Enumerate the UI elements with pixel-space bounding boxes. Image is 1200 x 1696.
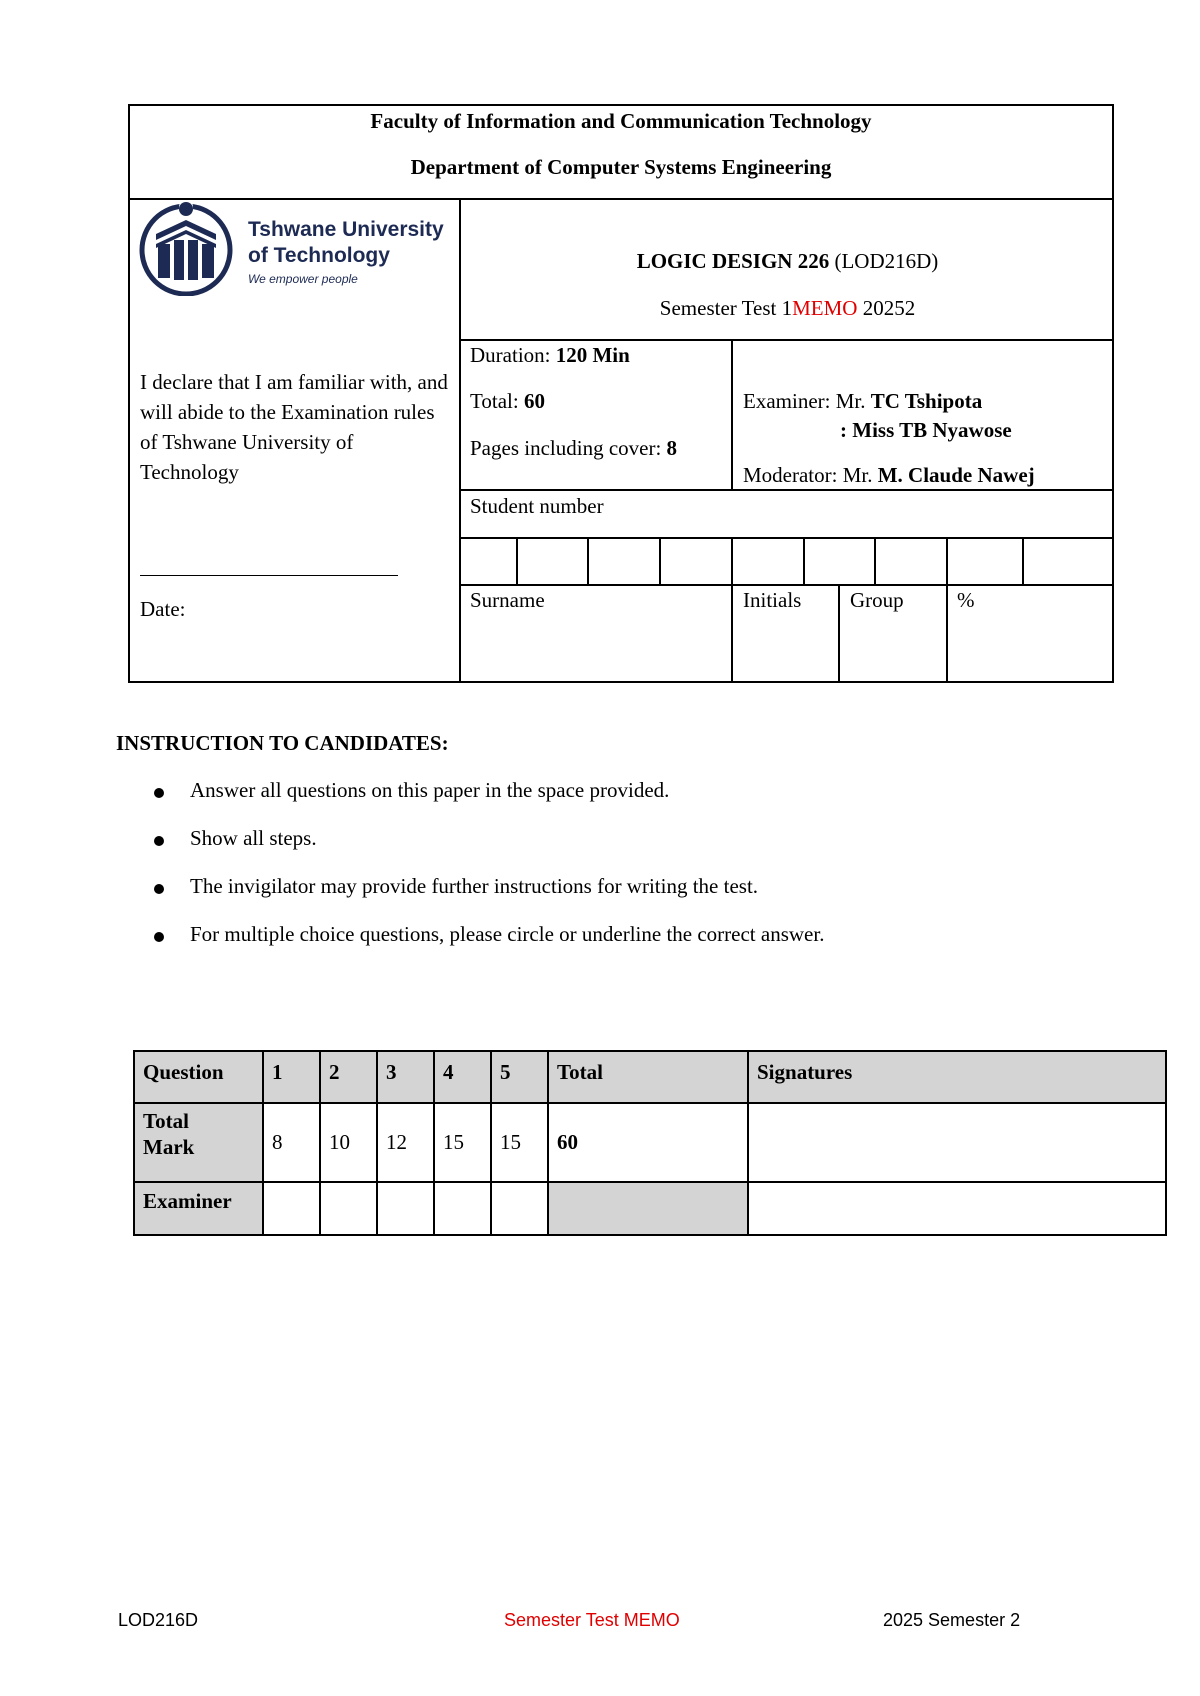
examiner-label: Examiner: Mr. bbox=[743, 389, 871, 413]
header-question: Question bbox=[134, 1051, 263, 1103]
header-q2: 2 bbox=[320, 1051, 377, 1103]
student-number-cell-divider bbox=[946, 537, 948, 584]
header-q4: 4 bbox=[434, 1051, 491, 1103]
list-item bbox=[150, 778, 1050, 826]
table-row bbox=[134, 1103, 1166, 1182]
footer-left: LOD216D bbox=[118, 1610, 199, 1630]
total-mark-q5: 15 bbox=[491, 1103, 548, 1182]
signature-line bbox=[140, 575, 398, 576]
instruction-text: The invigilator may provide further instructions for writing the test. bbox=[190, 874, 759, 898]
course-title bbox=[461, 249, 1114, 274]
header-signatures: Signatures bbox=[748, 1051, 1166, 1103]
test-title bbox=[461, 296, 1114, 321]
date-label: Date: bbox=[140, 597, 186, 621]
total-mark-label: Total Mark bbox=[134, 1103, 263, 1182]
test-prefix: Semester Test 1 bbox=[659, 296, 793, 320]
total-mark-sum: 60 bbox=[548, 1103, 748, 1182]
surname-divider bbox=[731, 584, 733, 683]
header-q3: 3 bbox=[377, 1051, 434, 1103]
moderator-label: Moderator: Mr. bbox=[743, 463, 878, 487]
footer-center: Semester Test MEMO bbox=[504, 1610, 680, 1630]
examiner-cell-total bbox=[548, 1182, 748, 1235]
student-number-cell-divider bbox=[803, 537, 805, 584]
student-boxes-divider bbox=[459, 584, 1114, 586]
examiner-2: : Miss TB Nyawose bbox=[840, 418, 1012, 442]
examiner-cell-q3[interactable] bbox=[377, 1182, 434, 1235]
pages-value: 8 bbox=[666, 436, 678, 460]
moderator bbox=[743, 463, 1035, 488]
examiner-signature-cell[interactable] bbox=[748, 1182, 1166, 1235]
total-mark-q2: 10 bbox=[320, 1103, 377, 1182]
student-number-cell-divider bbox=[587, 537, 589, 584]
pages-label: Pages including cover: bbox=[470, 436, 667, 460]
logo-name-line2: of Technology bbox=[248, 244, 390, 267]
duration bbox=[470, 343, 630, 368]
logo-tagline: We empower people bbox=[248, 272, 358, 286]
course-name: LOGIC DESIGN 226 bbox=[636, 249, 830, 273]
total bbox=[470, 389, 545, 414]
table-row bbox=[134, 1182, 1166, 1235]
total-label: Total: bbox=[470, 389, 524, 413]
group-divider bbox=[946, 584, 948, 683]
instructions-list bbox=[150, 778, 1050, 970]
total-value: 60 bbox=[523, 389, 545, 413]
duration-value: 120 Min bbox=[555, 343, 630, 367]
student-number-cell-divider bbox=[659, 537, 661, 584]
bullet-icon bbox=[154, 788, 164, 798]
info-column-divider bbox=[731, 339, 733, 489]
course-code: (LOD216D) bbox=[834, 249, 939, 273]
examiner-cell-q2[interactable] bbox=[320, 1182, 377, 1235]
surname-label: Surname bbox=[470, 588, 545, 612]
bullet-icon bbox=[154, 932, 164, 942]
test-suffix: 20252 bbox=[857, 296, 916, 320]
total-mark-q1: 8 bbox=[263, 1103, 320, 1182]
signature-cell[interactable] bbox=[748, 1103, 1166, 1182]
header-q5: 5 bbox=[491, 1051, 548, 1103]
examiner-cell-q5[interactable] bbox=[491, 1182, 548, 1235]
list-item bbox=[150, 874, 1050, 922]
total-mark-q4: 15 bbox=[434, 1103, 491, 1182]
initials-label: Initials bbox=[743, 588, 802, 612]
student-number-label: Student number bbox=[470, 494, 604, 518]
student-number-cell-divider bbox=[1022, 537, 1024, 584]
tut-emblem-icon bbox=[136, 200, 236, 296]
total-mark-q3: 12 bbox=[377, 1103, 434, 1182]
department-title: Department of Computer Systems Engineering bbox=[410, 155, 832, 179]
duration-label: Duration: bbox=[470, 343, 556, 367]
header-q1: 1 bbox=[263, 1051, 320, 1103]
list-item bbox=[150, 826, 1050, 874]
university-logo bbox=[136, 200, 444, 296]
course-divider bbox=[459, 339, 1114, 341]
table-row bbox=[134, 1051, 1166, 1103]
initials-divider bbox=[838, 584, 840, 683]
moderator-name: M. Claude Nawej bbox=[877, 463, 1035, 487]
bullet-icon bbox=[154, 836, 164, 846]
instructions-heading: INSTRUCTION TO CANDIDATES: bbox=[116, 731, 449, 755]
declaration-text: I declare that I am familiar with, and will abide to the Examination rules of Tshwane University of Technology bbox=[140, 370, 448, 484]
info-divider bbox=[459, 489, 1114, 491]
group-label: Group bbox=[850, 588, 904, 612]
header-total: Total bbox=[548, 1051, 748, 1103]
instruction-text: Answer all questions on this paper in the space provided. bbox=[190, 778, 670, 802]
student-number-cell-divider bbox=[516, 537, 518, 584]
student-number-cell-divider bbox=[874, 537, 876, 584]
examiner-name: TC Tshipota bbox=[870, 389, 983, 413]
student-number-cell-divider bbox=[731, 537, 733, 584]
examiner-cell-q4[interactable] bbox=[434, 1182, 491, 1235]
list-item bbox=[150, 922, 1050, 970]
instruction-text: Show all steps. bbox=[190, 826, 317, 850]
percent-label: % bbox=[957, 588, 975, 612]
student-label-divider bbox=[459, 537, 1114, 539]
faculty-title: Faculty of Information and Communication Technology bbox=[370, 109, 872, 133]
logo-name-line1: Tshwane University bbox=[248, 218, 444, 241]
bullet-icon bbox=[154, 884, 164, 894]
footer-right: 2025 Semester 2 bbox=[883, 1610, 1021, 1630]
examiner bbox=[743, 389, 982, 414]
marks-table bbox=[133, 1050, 1167, 1236]
examiner-label: Examiner bbox=[134, 1182, 263, 1235]
test-memo: MEMO bbox=[792, 296, 858, 320]
instruction-text: For multiple choice questions, please circle or underline the correct answer. bbox=[190, 922, 825, 946]
examiner-cell-q1[interactable] bbox=[263, 1182, 320, 1235]
pages bbox=[470, 436, 677, 461]
